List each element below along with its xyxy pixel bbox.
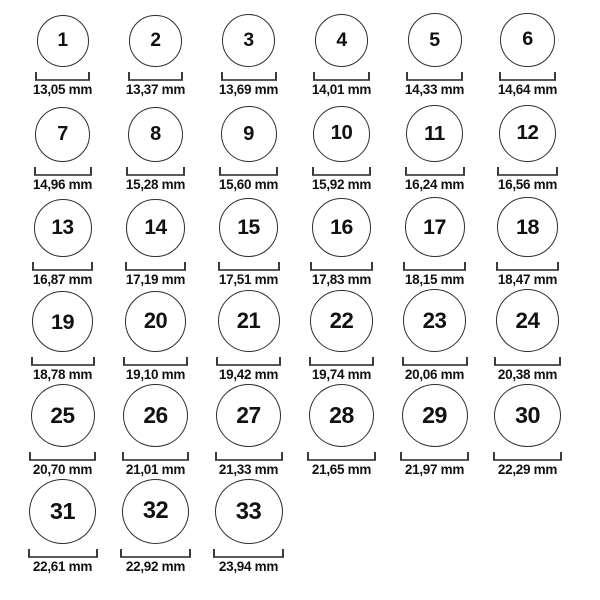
- measure-tick-right: [463, 167, 465, 175]
- measure-tick-left: [493, 452, 495, 460]
- ring-size-number: 29: [422, 402, 447, 429]
- ring-size-number: 14: [144, 215, 167, 239]
- ring-size-item: [109, 4, 202, 99]
- measure-tick-left: [219, 167, 221, 175]
- measure-tick-left: [494, 357, 496, 365]
- measure-tick-right: [187, 452, 189, 460]
- measure-tick-left: [403, 262, 405, 270]
- measure-tick-right: [560, 452, 562, 460]
- measure-tick-left: [309, 357, 311, 365]
- diameter-label: 23,94 mm: [218, 559, 279, 574]
- ring-size-number: 24: [515, 307, 540, 333]
- diameter-measure-line: [402, 357, 468, 366]
- diameter-label: 21,65 mm: [311, 462, 372, 477]
- diameter-label: 19,42 mm: [218, 367, 279, 382]
- ring-size-number: 3: [243, 29, 254, 51]
- ring-circle: [500, 13, 555, 68]
- ring-size-number: 15: [237, 215, 260, 239]
- ring-size-item: [109, 99, 202, 194]
- ring-size-item: [202, 479, 295, 582]
- ring-size-item: [16, 194, 109, 289]
- ring-size-number: 4: [336, 28, 347, 51]
- diameter-measure-line: [400, 452, 469, 461]
- diameter-measure-line: [215, 452, 283, 461]
- diameter-label: 19,74 mm: [311, 367, 372, 382]
- measure-tick-right: [368, 72, 370, 80]
- ring-size-number: 1: [57, 30, 68, 51]
- measure-tick-left: [218, 262, 220, 270]
- ring-circle: [497, 197, 558, 258]
- measure-tick-right: [556, 167, 558, 175]
- measure-tick-right: [279, 357, 281, 365]
- measure-tick-right: [372, 357, 374, 365]
- diameter-label: 14,96 mm: [32, 177, 93, 192]
- ring-size-item: [295, 4, 388, 99]
- measure-tick-right: [186, 357, 188, 365]
- ring-size-number: 20: [143, 308, 168, 334]
- diameter-label: 21,01 mm: [125, 462, 186, 477]
- ring-size-number: 17: [423, 214, 446, 239]
- ring-circle: [31, 384, 95, 447]
- ring-size-number: 2: [150, 29, 161, 51]
- measure-tick-left: [128, 72, 130, 80]
- ring-size-item: [481, 384, 574, 479]
- ring-size-number: 30: [515, 402, 540, 429]
- diameter-measure-line: [496, 262, 560, 271]
- diameter-label: 20,38 mm: [497, 367, 558, 382]
- diameter-measure-line: [120, 549, 191, 558]
- diameter-measure-line: [406, 72, 463, 81]
- measure-tick-right: [282, 549, 284, 557]
- ring-size-item: [295, 384, 388, 479]
- measure-tick-left: [35, 72, 37, 80]
- diameter-measure-line: [34, 167, 92, 176]
- ring-size-number: 27: [236, 402, 261, 429]
- measure-tick-right: [96, 549, 98, 557]
- diameter-label: 16,56 mm: [497, 177, 558, 192]
- ring-size-number: 21: [236, 308, 261, 333]
- diameter-measure-line: [218, 262, 280, 271]
- measure-tick-left: [213, 549, 215, 557]
- ring-size-item: [109, 384, 202, 479]
- measure-tick-right: [278, 262, 280, 270]
- diameter-label: 15,28 mm: [125, 177, 186, 192]
- measure-tick-left: [312, 167, 314, 175]
- diameter-measure-line: [29, 452, 96, 461]
- ring-circle: [219, 198, 278, 257]
- ring-size-item: [295, 194, 388, 289]
- ring-size-number: 33: [235, 497, 262, 525]
- diameter-measure-line: [493, 452, 563, 461]
- measure-tick-left: [313, 72, 315, 80]
- ring-size-item: [202, 194, 295, 289]
- diameter-measure-line: [123, 357, 188, 366]
- diameter-measure-line: [309, 357, 375, 366]
- ring-size-item: [109, 479, 202, 582]
- diameter-label: 21,97 mm: [404, 462, 465, 477]
- measure-tick-right: [189, 549, 191, 557]
- ring-size-item: [16, 99, 109, 194]
- measure-tick-left: [125, 262, 127, 270]
- ring-circle: [313, 106, 370, 163]
- ring-circle: [122, 479, 190, 544]
- ring-circle: [221, 106, 277, 162]
- diameter-measure-line: [216, 357, 281, 366]
- ring-size-number: 18: [516, 213, 539, 239]
- ring-circle: [128, 107, 184, 163]
- measure-tick-right: [181, 72, 183, 80]
- ring-size-item: [109, 289, 202, 384]
- ring-size-number: 10: [330, 122, 353, 145]
- measure-tick-left: [307, 452, 309, 460]
- ring-circle: [125, 291, 187, 353]
- diameter-measure-line: [310, 262, 373, 271]
- measure-tick-left: [120, 549, 122, 557]
- ring-circle: [216, 384, 281, 447]
- ring-size-number: 11: [424, 121, 445, 145]
- ring-circle: [312, 198, 372, 258]
- measure-tick-right: [90, 167, 92, 175]
- ring-size-number: 6: [522, 28, 533, 51]
- diameter-label: 13,37 mm: [125, 82, 186, 97]
- measure-tick-right: [461, 72, 463, 80]
- measure-tick-left: [400, 452, 402, 460]
- ring-size-number: 12: [516, 121, 539, 145]
- ring-circle: [34, 199, 92, 257]
- diameter-label: 18,78 mm: [32, 367, 93, 382]
- ring-size-number: 9: [243, 122, 254, 145]
- diameter-label: 13,05 mm: [32, 82, 93, 97]
- diameter-label: 17,83 mm: [311, 272, 372, 287]
- measure-tick-right: [374, 452, 376, 460]
- ring-size-number: 7: [57, 123, 68, 145]
- ring-size-number: 13: [51, 216, 74, 239]
- ring-circle: [123, 384, 188, 447]
- diameter-label: 15,92 mm: [311, 177, 372, 192]
- diameter-label: 22,92 mm: [125, 559, 186, 574]
- diameter-label: 14,33 mm: [404, 82, 465, 97]
- measure-tick-right: [466, 357, 468, 365]
- ring-size-item: [202, 99, 295, 194]
- ring-size-item: [481, 99, 574, 194]
- diameter-measure-line: [125, 262, 187, 271]
- ring-circle: [402, 384, 468, 447]
- diameter-label: 20,70 mm: [32, 462, 93, 477]
- measure-tick-left: [402, 357, 404, 365]
- ring-circle: [32, 291, 93, 352]
- ring-circle: [129, 15, 182, 68]
- measure-tick-left: [221, 72, 223, 80]
- ring-size-number: 16: [330, 214, 353, 239]
- ring-circle: [309, 384, 375, 447]
- ring-circle: [310, 290, 373, 353]
- measure-tick-right: [557, 262, 559, 270]
- measure-tick-left: [499, 72, 501, 80]
- ring-size-item: [481, 289, 574, 384]
- ring-size-number: 26: [143, 402, 168, 429]
- ring-size-item: [481, 4, 574, 99]
- ring-circle: [215, 479, 283, 544]
- ring-size-item: [388, 384, 481, 479]
- measure-tick-left: [122, 452, 124, 460]
- diameter-measure-line: [405, 167, 465, 176]
- ring-size-item: [202, 4, 295, 99]
- diameter-measure-line: [126, 167, 185, 176]
- ring-circle: [494, 384, 561, 447]
- ring-size-number: 19: [50, 308, 75, 334]
- diameter-label: 13,69 mm: [218, 82, 279, 97]
- ring-circle: [35, 107, 90, 162]
- diameter-measure-line: [31, 357, 95, 366]
- ring-size-item: [109, 194, 202, 289]
- diameter-label: 20,06 mm: [404, 367, 465, 382]
- measure-tick-left: [28, 549, 30, 557]
- diameter-label: 14,64 mm: [497, 82, 558, 97]
- ring-circle: [315, 14, 369, 68]
- ring-size-number: 25: [50, 402, 75, 428]
- measure-tick-left: [405, 167, 407, 175]
- measure-tick-right: [371, 262, 373, 270]
- diameter-measure-line: [128, 72, 184, 81]
- measure-tick-right: [183, 167, 185, 175]
- ring-size-number: 22: [329, 307, 354, 333]
- ring-size-item: [388, 99, 481, 194]
- measure-tick-left: [34, 167, 36, 175]
- ring-size-item: [16, 384, 109, 479]
- measure-tick-left: [497, 167, 499, 175]
- diameter-label: 18,15 mm: [404, 272, 465, 287]
- measure-tick-left: [32, 262, 34, 270]
- ring-circle: [29, 479, 96, 544]
- diameter-label: 22,61 mm: [32, 559, 93, 574]
- diameter-label: 17,51 mm: [218, 272, 279, 287]
- diameter-measure-line: [28, 549, 98, 558]
- ring-circle: [218, 290, 280, 352]
- ring-circle: [408, 13, 462, 67]
- measure-tick-left: [216, 357, 218, 365]
- measure-tick-right: [464, 262, 466, 270]
- ring-circle: [126, 199, 185, 258]
- diameter-measure-line: [219, 167, 278, 176]
- ring-size-item: [295, 289, 388, 384]
- ring-size-item: [16, 4, 109, 99]
- diameter-measure-line: [497, 167, 558, 176]
- measure-tick-right: [276, 167, 278, 175]
- diameter-label: 17,19 mm: [125, 272, 186, 287]
- ring-circle: [37, 15, 89, 67]
- ring-size-item: [202, 384, 295, 479]
- ring-circle: [406, 105, 463, 162]
- ring-size-item: [202, 289, 295, 384]
- diameter-measure-line: [221, 72, 277, 81]
- diameter-measure-line: [403, 262, 466, 271]
- diameter-label: 19,10 mm: [125, 367, 186, 382]
- diameter-measure-line: [32, 262, 93, 271]
- diameter-measure-line: [499, 72, 557, 81]
- ring-size-item: [16, 289, 109, 384]
- diameter-label: 14,01 mm: [311, 82, 372, 97]
- diameter-measure-line: [307, 452, 376, 461]
- measure-tick-left: [31, 357, 33, 365]
- ring-size-item: [481, 194, 574, 289]
- ring-circle: [403, 289, 466, 352]
- measure-tick-left: [496, 262, 498, 270]
- ring-size-item: [388, 289, 481, 384]
- measure-tick-right: [554, 72, 556, 80]
- ring-size-item: [388, 4, 481, 99]
- diameter-measure-line: [213, 549, 284, 558]
- measure-tick-right: [94, 452, 96, 460]
- ring-size-number: 32: [142, 498, 169, 525]
- diameter-label: 22,29 mm: [497, 462, 558, 477]
- measure-tick-left: [406, 72, 408, 80]
- measure-tick-left: [123, 357, 125, 365]
- ring-size-number: 31: [49, 498, 76, 525]
- measure-tick-left: [215, 452, 217, 460]
- ring-circle: [222, 14, 275, 67]
- measure-tick-left: [310, 262, 312, 270]
- ring-size-item: [16, 479, 109, 582]
- measure-tick-right: [369, 167, 371, 175]
- measure-tick-right: [91, 262, 93, 270]
- measure-tick-right: [93, 357, 95, 365]
- diameter-measure-line: [494, 357, 561, 366]
- ring-circle: [405, 197, 465, 257]
- ring-size-number: 28: [329, 402, 354, 429]
- diameter-measure-line: [122, 452, 190, 461]
- measure-tick-left: [29, 452, 31, 460]
- measure-tick-right: [184, 262, 186, 270]
- diameter-measure-line: [312, 167, 372, 176]
- ring-size-number: 23: [422, 307, 447, 333]
- measure-tick-right: [281, 452, 283, 460]
- ring-size-item: [295, 99, 388, 194]
- diameter-label: 15,60 mm: [218, 177, 279, 192]
- measure-tick-left: [126, 167, 128, 175]
- ring-circle: [499, 105, 557, 163]
- diameter-label: 16,24 mm: [404, 177, 465, 192]
- diameter-measure-line: [35, 72, 90, 81]
- ring-size-number: 5: [429, 28, 440, 51]
- diameter-label: 21,33 mm: [218, 462, 279, 477]
- diameter-label: 16,87 mm: [32, 272, 93, 287]
- measure-tick-right: [559, 357, 561, 365]
- measure-tick-right: [88, 72, 90, 80]
- diameter-measure-line: [313, 72, 370, 81]
- ring-circle: [496, 289, 560, 352]
- measure-tick-right: [467, 452, 469, 460]
- diameter-label: 18,47 mm: [497, 272, 558, 287]
- ring-size-number: 8: [150, 122, 161, 145]
- measure-tick-right: [275, 72, 277, 80]
- ring-size-item: [388, 194, 481, 289]
